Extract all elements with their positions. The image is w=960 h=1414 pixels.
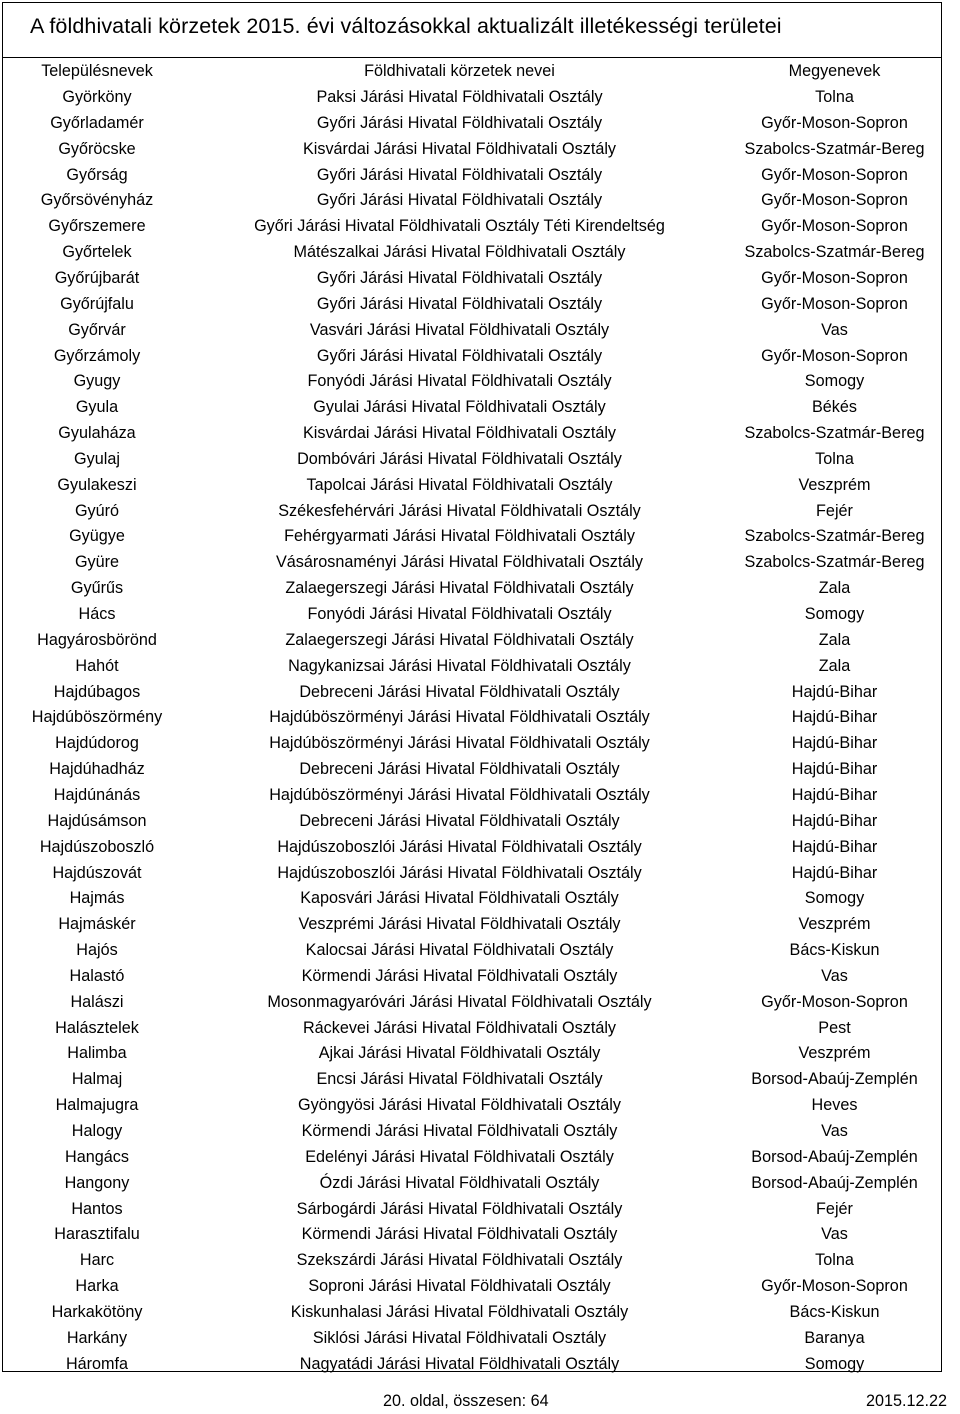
table-row (2, 860, 942, 886)
table-row (2, 317, 942, 343)
office-cell: Körmendi Járási Hivatal Földhivatali Osztály (301, 966, 618, 985)
office-cell: Kiskunhalasi Járási Hivatal Földhivatali Osztály (290, 1302, 629, 1321)
table-row (2, 679, 942, 705)
office-cell: Szekszárdi Járási Hivatal Földhivatali Osztály (296, 1251, 623, 1270)
settlement-cell: Halmaj (71, 1070, 123, 1089)
county-cell: Bács-Kiskun (789, 1302, 880, 1321)
office-cell: Hajdúböszörményi Járási Hivatal Földhivatali Osztály (269, 708, 650, 727)
county-cell: Győr-Moson-Sopron (761, 294, 908, 313)
settlement-cell: Gyulaj (74, 449, 120, 468)
settlement-cell: Hajmás (69, 889, 125, 908)
county-cell: Szabolcs-Szatmár-Bereg (744, 527, 925, 546)
page-number: 20. oldal, összesen: 64 (383, 1392, 549, 1410)
table-row (2, 808, 942, 834)
county-cell: Békés (812, 398, 857, 417)
settlement-cell: Hangács (65, 1147, 129, 1166)
table-row (2, 989, 942, 1015)
county-cell: Veszprém (798, 1044, 871, 1063)
table-header-row (2, 58, 942, 84)
county-cell: Veszprém (798, 915, 871, 934)
county-cell: Zala (818, 656, 851, 675)
county-cell: Szabolcs-Szatmár-Bereg (744, 243, 925, 262)
settlement-cell: Háromfa (65, 1354, 129, 1373)
county-cell: Veszprém (798, 475, 871, 494)
settlement-cell: Harasztifalu (54, 1225, 140, 1244)
table-row (2, 265, 942, 291)
settlement-cell: Hajdúsámson (47, 811, 147, 830)
settlement-cell: Hajdúhadház (49, 760, 145, 779)
county-cell: Borsod-Abaúj-Zemplén (751, 1147, 918, 1166)
table-row (2, 1015, 942, 1041)
county-cell: Vas (821, 966, 848, 985)
table-row (2, 1196, 942, 1222)
document-title: A földhivatali körzetek 2015. évi változásokkal aktualizált illetékességi területei (30, 14, 782, 38)
county-cell: Győr-Moson-Sopron (761, 113, 908, 132)
county-cell: Hajdú-Bihar (791, 863, 878, 882)
office-cell: Hajdúszoboszlói Járási Hivatal Földhivatali Osztály (277, 863, 642, 882)
settlement-cell: Hantos (71, 1199, 123, 1218)
table-row (2, 1066, 942, 1092)
table-row (2, 498, 942, 524)
county-cell: Hajdú-Bihar (791, 734, 878, 753)
county-cell: Győr-Moson-Sopron (761, 217, 908, 236)
table-row (2, 911, 942, 937)
office-cell: Fonyódi Járási Hivatal Földhivatali Osztály (307, 372, 612, 391)
table-row (2, 834, 942, 860)
office-cell: Gyulai Járási Hivatal Földhivatali Osztály (313, 398, 606, 417)
settlement-cell: Hajdúszovát (52, 863, 142, 882)
print-date: 2015.12.22 (866, 1392, 948, 1410)
settlement-cell: Györköny (62, 88, 132, 106)
county-cell: Somogy (804, 605, 865, 623)
county-cell: Győr-Moson-Sopron (761, 1277, 908, 1296)
county-cell: Fejér (816, 501, 853, 520)
settlement-cell: Hajdúdorog (55, 734, 139, 753)
county-cell: Győr-Moson-Sopron (761, 268, 908, 287)
office-cell: Fonyódi Járási Hivatal Földhivatali Osztály (307, 605, 612, 623)
table-row (2, 756, 942, 782)
county-cell: Hajdú-Bihar (791, 837, 878, 856)
county-cell: Vas (821, 1225, 848, 1244)
table-row (2, 575, 942, 601)
office-cell: Kaposvári Járási Hivatal Földhivatali Osztály (300, 889, 619, 908)
table-row (2, 885, 942, 911)
table-row (2, 963, 942, 989)
settlement-cell: Hajdúszoboszló (39, 837, 155, 856)
settlement-cell: Hajdúnánás (53, 785, 141, 804)
settlement-cell: Halimba (67, 1044, 127, 1063)
office-cell: Körmendi Járási Hivatal Földhivatali Osztály (301, 1225, 618, 1244)
settlement-cell: Harc (79, 1251, 115, 1270)
office-cell: Győri Járási Hivatal Földhivatali Osztály (316, 294, 603, 313)
office-cell: Debreceni Járási Hivatal Földhivatali Osztály (299, 760, 620, 779)
settlement-cell: Gyügye (69, 527, 125, 546)
table-row (2, 110, 942, 136)
office-cell: Hajdúböszörményi Járási Hivatal Földhivatali Osztály (269, 785, 650, 804)
settlement-cell: Gyűrűs (70, 579, 124, 598)
table-row (2, 84, 942, 110)
table-row (2, 446, 942, 472)
office-cell: Edelényi Járási Hivatal Földhivatali Osztály (305, 1147, 614, 1166)
county-cell: Hajdú-Bihar (791, 682, 878, 701)
table-row (2, 1299, 942, 1325)
county-cell: Somogy (804, 1354, 865, 1373)
settlement-cell: Győrújfalu (60, 294, 134, 313)
settlement-cell: Gyulaháza (58, 424, 136, 443)
table-row (2, 368, 942, 394)
settlement-cell: Halastó (69, 966, 125, 985)
office-cell: Veszprémi Járási Hivatal Földhivatali Osztály (298, 915, 621, 934)
table-row (2, 1040, 942, 1066)
table-row (2, 1144, 942, 1170)
county-cell: Szabolcs-Szatmár-Bereg (744, 424, 925, 443)
office-cell: Dombóvári Járási Hivatal Földhivatali Osztály (297, 449, 622, 468)
office-cell: Hajdúszoboszlói Járási Hivatal Földhivatali Osztály (277, 837, 642, 856)
header-office: Földhivatali körzetek nevei (364, 62, 555, 80)
office-cell: Mosonmagyaróvári Járási Hivatal Földhivatali Osztály (267, 992, 652, 1011)
table-row (2, 343, 942, 369)
table-row (2, 730, 942, 756)
county-cell: Tolna (815, 449, 854, 468)
office-cell: Győri Járási Hivatal Földhivatali Osztály Téti Kirendeltség (254, 217, 665, 236)
table-row (2, 420, 942, 446)
office-cell: Zalaegerszegi Járási Hivatal Földhivatali Osztály (285, 579, 634, 598)
table-row (2, 291, 942, 317)
office-cell: Kisvárdai Járási Hivatal Földhivatali Osztály (302, 139, 617, 158)
table-row (2, 601, 942, 627)
settlement-cell: Gyúró (74, 501, 120, 520)
settlement-cell: Harka (75, 1277, 119, 1296)
table-row (2, 1325, 942, 1351)
settlement-cell: Hahót (75, 656, 119, 675)
table-row (2, 523, 942, 549)
settlement-cell: Halásztelek (55, 1018, 139, 1037)
table-row (2, 937, 942, 963)
header-county: Megyenevek (788, 62, 881, 80)
county-cell: Hajdú-Bihar (791, 785, 878, 804)
county-cell: Zala (818, 579, 851, 598)
office-cell: Soproni Járási Hivatal Földhivatali Osztály (308, 1277, 611, 1296)
office-cell: Győri Járási Hivatal Földhivatali Osztály (316, 113, 603, 132)
table-row (2, 136, 942, 162)
office-cell: Fehérgyarmati Járási Hivatal Földhivatali Osztály (284, 527, 635, 546)
county-cell: Hajdú-Bihar (791, 708, 878, 727)
table-row (2, 187, 942, 213)
settlement-cell: Győrság (66, 165, 128, 184)
office-cell: Gyöngyösi Járási Hivatal Földhivatali Osztály (298, 1096, 621, 1115)
office-cell: Győri Járási Hivatal Földhivatali Osztály (316, 268, 603, 287)
settlement-cell: Győrvár (68, 320, 126, 339)
office-cell: Encsi Járási Hivatal Földhivatali Osztály (316, 1070, 603, 1089)
table-row (2, 1273, 942, 1299)
office-cell: Ráckevei Járási Hivatal Földhivatali Osztály (302, 1018, 617, 1037)
table-row (2, 1170, 942, 1196)
office-cell: Győri Járási Hivatal Földhivatali Osztály (316, 165, 603, 184)
county-cell: Szabolcs-Szatmár-Bereg (744, 139, 925, 158)
settlement-cell: Gyulakeszi (57, 475, 137, 494)
office-cell: Vásárosnaményi Járási Hivatal Földhivatali Osztály (275, 553, 644, 572)
office-cell: Székesfehérvári Járási Hivatal Földhivatali Osztály (278, 501, 641, 520)
settlement-cell: Hács (78, 605, 116, 623)
settlement-cell: Hajós (76, 941, 118, 960)
county-cell: Borsod-Abaúj-Zemplén (751, 1070, 918, 1089)
office-cell: Ózdi Járási Hivatal Földhivatali Osztály (319, 1173, 600, 1192)
county-cell: Győr-Moson-Sopron (761, 346, 908, 365)
office-cell: Debreceni Járási Hivatal Földhivatali Osztály (299, 682, 620, 701)
county-cell: Szabolcs-Szatmár-Bereg (744, 553, 925, 572)
county-cell: Hajdú-Bihar (791, 760, 878, 779)
office-cell: Mátészalkai Járási Hivatal Földhivatali Osztály (293, 243, 626, 262)
county-cell: Vas (821, 320, 848, 339)
office-cell: Tapolcai Járási Hivatal Földhivatali Osztály (306, 475, 613, 494)
settlement-cell: Halogy (71, 1122, 123, 1140)
county-cell: Baranya (804, 1328, 865, 1347)
table-row (2, 782, 942, 808)
settlement-cell: Győrzámoly (53, 346, 141, 365)
county-cell: Tolna (815, 1251, 854, 1270)
table-row (2, 1118, 942, 1144)
county-cell: Pest (818, 1018, 851, 1037)
table-row (2, 1221, 942, 1247)
office-cell: Debreceni Járási Hivatal Földhivatali Osztály (299, 811, 620, 830)
table-row (2, 1351, 942, 1377)
county-cell: Zala (818, 630, 851, 649)
settlement-cell: Győrsövényház (40, 191, 154, 210)
settlement-cell: Halmajugra (55, 1096, 139, 1115)
settlement-cell: Harkány (66, 1328, 128, 1347)
settlement-cell: Hajmáskér (58, 915, 136, 934)
county-cell: Győr-Moson-Sopron (761, 992, 908, 1011)
settlement-cell: Győrújbarát (54, 268, 140, 287)
office-cell: Körmendi Járási Hivatal Földhivatali Osztály (301, 1122, 618, 1140)
settlement-cell: Gyüre (74, 553, 120, 572)
table-row (2, 653, 942, 679)
settlement-cell: Gyugy (73, 372, 121, 391)
settlement-cell: Győrladamér (50, 113, 144, 132)
county-cell: Somogy (804, 889, 865, 908)
table-row (2, 1092, 942, 1118)
office-cell: Győri Járási Hivatal Földhivatali Osztály (316, 346, 603, 365)
county-cell: Vas (821, 1122, 848, 1140)
settlement-cell: Hagyárosbörönd (37, 630, 157, 649)
office-cell: Nagykanizsai Járási Hivatal Földhivatali Osztály (288, 656, 631, 675)
table-row (2, 162, 942, 188)
office-cell: Kisvárdai Járási Hivatal Földhivatali Osztály (302, 424, 617, 443)
settlement-cell: Győröcske (58, 139, 136, 158)
office-cell: Győri Járási Hivatal Földhivatali Osztály (316, 191, 603, 210)
county-cell: Heves (811, 1096, 858, 1115)
county-cell: Fejér (816, 1199, 853, 1218)
county-cell: Hajdú-Bihar (791, 811, 878, 830)
settlement-cell: Győrtelek (62, 243, 132, 262)
county-cell: Győr-Moson-Sopron (761, 165, 908, 184)
header-settlement: Településnevek (41, 62, 153, 80)
county-cell: Bács-Kiskun (789, 941, 880, 960)
table-row (2, 627, 942, 653)
settlement-cell: Harkakötöny (51, 1302, 143, 1321)
settlement-cell: Gyula (75, 398, 119, 417)
settlement-cell: Halászi (70, 992, 124, 1011)
office-cell: Zalaegerszegi Járási Hivatal Földhivatali Osztály (285, 630, 634, 649)
office-cell: Paksi Járási Hivatal Földhivatali Osztály (316, 88, 603, 106)
table-row (2, 394, 942, 420)
office-cell: Hajdúböszörményi Járási Hivatal Földhivatali Osztály (269, 734, 650, 753)
table-row (2, 239, 942, 265)
table-row (2, 1247, 942, 1273)
office-cell: Ajkai Járási Hivatal Földhivatali Osztály (318, 1044, 601, 1063)
county-cell: Győr-Moson-Sopron (761, 191, 908, 210)
settlement-cell: Hajdúbagos (53, 682, 141, 701)
county-cell: Tolna (815, 88, 854, 106)
office-cell: Siklósi Járási Hivatal Földhivatali Osztály (312, 1328, 607, 1347)
office-cell: Vasvári Járási Hivatal Földhivatali Osztály (309, 320, 610, 339)
county-cell: Somogy (804, 372, 865, 391)
settlement-cell: Hangony (64, 1173, 130, 1192)
office-cell: Nagyatádi Járási Hivatal Földhivatali Osztály (299, 1354, 620, 1373)
office-cell: Kalocsai Járási Hivatal Földhivatali Osztály (305, 941, 614, 960)
office-cell: Sárbogárdi Járási Hivatal Földhivatali Osztály (296, 1199, 623, 1218)
settlement-cell: Hajdúböszörmény (31, 708, 163, 727)
table-row (2, 213, 942, 239)
table-row (2, 472, 942, 498)
settlement-cell: Győrszemere (48, 217, 146, 236)
table-row (2, 704, 942, 730)
county-cell: Borsod-Abaúj-Zemplén (751, 1173, 918, 1192)
table-row (2, 549, 942, 575)
